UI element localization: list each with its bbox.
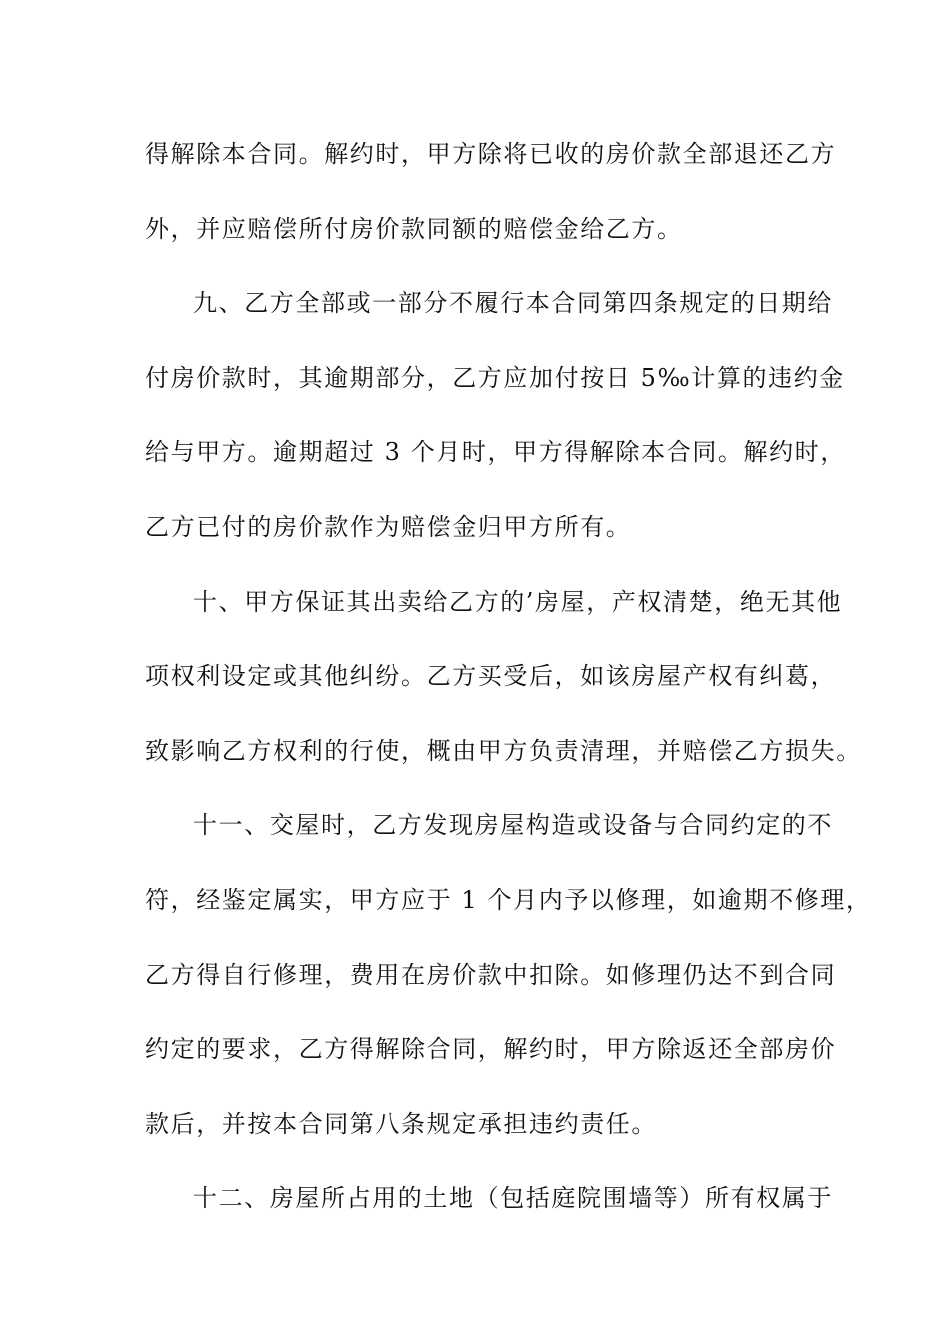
clause-11-start: 十一、交屋时，乙方发现房屋构造或设备与合同约定的不 bbox=[193, 811, 833, 840]
contract-text bbox=[145, 132, 872, 1251]
clause-12-start: 十二、房屋所占用的土地（包括庭院围墙等）所有权属于 bbox=[193, 1184, 833, 1213]
clause-10-start: 十、甲方保证其出卖给乙方的’房屋，产权清楚，绝无其他 bbox=[193, 587, 843, 616]
text-line: 致影响乙方权利的行使，概由甲方负责清理，并赔偿乙方损失。 bbox=[145, 736, 862, 765]
text-line: 符，经鉴定属实，甲方应于 1 个月内予以修理，如逾期不修理， bbox=[145, 885, 872, 914]
text-line: 外，并应赔偿所付房价款同额的赔偿金给乙方。 bbox=[145, 214, 683, 243]
text-line: 得解除本合同。解约时，甲方除将已收的房价款全部退还乙方 bbox=[145, 140, 837, 168]
text-line: 乙方得自行修理，费用在房价款中扣除。如修理仍达不到合同 bbox=[145, 960, 837, 989]
text-line: 给与甲方。逾期超过 3 个月时，甲方得解除本合同。解约时， bbox=[145, 438, 846, 467]
text-line: 付房价款时，其逾期部分，乙方应加付按日 5‰计算的违约金 bbox=[145, 363, 845, 392]
text-line: 项权利设定或其他纠纷。乙方买受后，如该房屋产权有纠葛， bbox=[145, 662, 837, 691]
text-line: 款后，并按本合同第八条规定承担违约责任。 bbox=[145, 1109, 657, 1138]
text-line: 乙方已付的房价款作为赔偿金归甲方所有。 bbox=[145, 512, 632, 541]
clause-9-start: 九、乙方全部或一部分不履行本合同第四条规定的日期给 bbox=[193, 289, 833, 318]
text-line: 约定的要求，乙方得解除合同，解约时，甲方除返还全部房价 bbox=[145, 1035, 837, 1064]
